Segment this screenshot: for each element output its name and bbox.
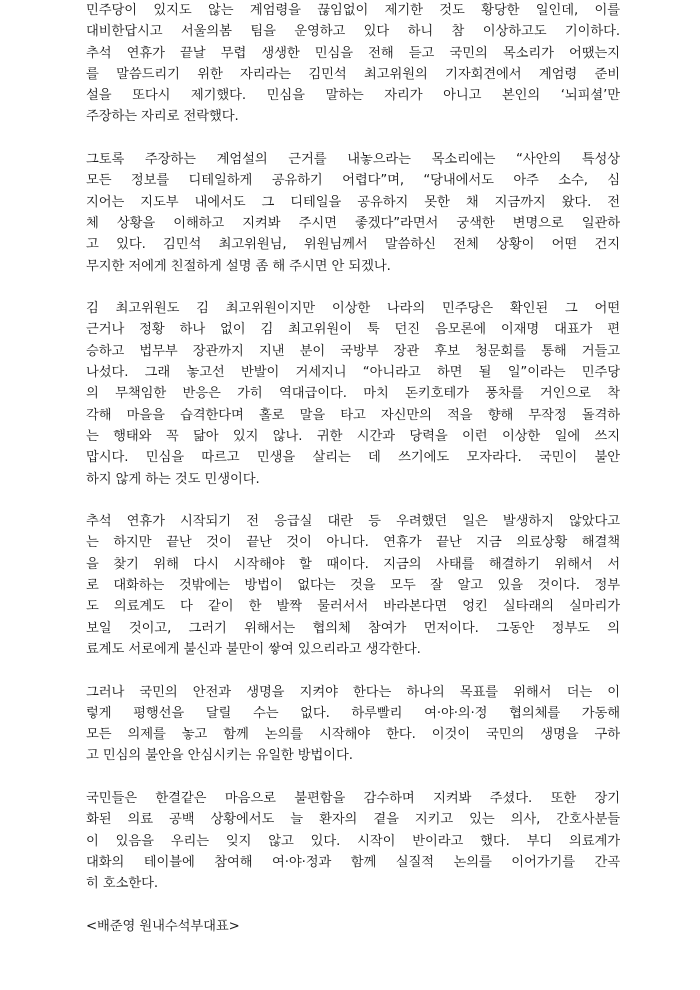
- text-line: 맙시다. 민심을 따르고 민생을 살리는 데 쓰기에도 모자라다. 국민이 불안: [86, 450, 620, 466]
- text-line: 모든 의제를 놓고 함께 논의를 시작해야 한다. 이것이 국민의 생명을 구하: [86, 727, 620, 743]
- text-line: 그러나 국민의 안전과 생명을 지켜야 한다는 하나의 목표를 위해서 더는 이: [86, 684, 620, 700]
- text-line: 로 대화하는 것밖에는 방법이 없다는 것을 모두 잘 알고 있을 것이다. 정부: [86, 578, 620, 594]
- text-line: 도 의료계도 다 같이 한 발짝 물러서서 바라본다면 엉킨 실타래의 실마리가: [86, 599, 620, 615]
- text-line: 고 있다. 김민석 최고위원님, 위원님께서 말씀하신 전체 상황이 어떤 건지: [86, 237, 620, 253]
- document-body: [86, 0, 620, 937]
- paragraph-4: [86, 511, 620, 660]
- text-line: 각해 마을을 습격한다며 홀로 말을 타고 자신만의 적을 향해 무작정 돌격하: [86, 407, 620, 423]
- text-line: 나섰다. 그래 놓고선 반발이 거세지니 “아니라고 하면 될 일”이라는 민주당: [86, 365, 620, 381]
- text-line: 이 있음을 우리는 잊지 않고 있다. 시작이 반이라고 했다. 부디 의료계가: [86, 833, 620, 849]
- text-line: 추석 연휴가 시작되기 전 응급실 대란 등 우려했던 일은 발생하지 않았다고: [86, 514, 620, 530]
- paragraph-2: [86, 149, 620, 277]
- text-line: 고 민심의 불안을 안심시키는 유일한 방법이다.: [86, 748, 353, 764]
- text-line: 근거나 정황 하나 없이 김 최고위원이 툭 던진 음모론에 이재명 대표가 편: [86, 322, 620, 338]
- text-line: 를 말씀드리기 위한 자리라는 김민석 최고위원의 기자회견에서 계엄령 준비: [86, 66, 620, 82]
- text-line: 모든 정보를 디테일하게 공유하기 어렵다”며, “당내에서도 아주 소수, 심: [86, 173, 620, 189]
- text-line: 는 하지만 끝난 것이 끝난 것이 아니다. 연휴가 끝난 지금 의료상황 해결책: [86, 535, 620, 551]
- paragraph-5: [86, 682, 620, 767]
- text-line: 료계도 서로에게 불신과 불만이 쌓여 있으리라고 생각한다.: [86, 641, 421, 657]
- text-line: 추석 연휴가 끝날 무렵 생생한 민심을 전해 듣고 국민의 목소리가 어땠는지: [86, 45, 620, 61]
- text-line: 국민들은 한결같은 마음으로 불편함을 감수하며 지켜봐 주셨다. 또한 장기: [86, 790, 620, 806]
- paragraph-6: [86, 788, 620, 894]
- text-line: 무지한 저에게 친절하게 설명 좀 해 주시면 안 되겠나.: [86, 258, 391, 274]
- text-line: 을 찾기 위해 다시 시작해야 할 때이다. 지금의 사태를 해결하기 위해서 서: [86, 556, 620, 572]
- text-line: 그토록 주장하는 계엄설의 근거를 내놓으라는 목소리에는 “사안의 특성상: [86, 152, 620, 168]
- text-line: 지어는 지도부 내에서도 그 디테일을 공유하지 못한 채 지금까지 왔다. 전: [86, 194, 620, 210]
- text-line: 보일 것이고, 그러기 위해서는 협의체 참여가 먼저이다. 그동안 정부도 의: [86, 620, 620, 636]
- text-line: 화된 의료 공백 상황에서도 늘 환자의 곁을 지키고 있는 의사, 간호사분들: [86, 812, 620, 828]
- paragraph-3: [86, 298, 620, 490]
- text-line: 는 행태와 꼭 닮아 있지 않나. 귀한 시간과 당력을 이런 이상한 일에 쓰지: [86, 428, 620, 444]
- text-line: 김 최고위원도 김 최고위원이지만 이상한 나라의 민주당은 확인된 그 어떤: [86, 301, 620, 317]
- text-line: 의 무책임한 반응은 가히 역대급이다. 마치 돈키호테가 풍차를 거인으로 착: [86, 386, 620, 402]
- paragraph-1: [86, 0, 620, 128]
- text-line: 주장하는 자리로 전락했다.: [86, 109, 239, 125]
- text-line: 대비한답시고 서울의봄 팀을 운영하고 있다 하니 참 이상하고도 기이하다.: [86, 24, 620, 40]
- text-line: 승하고 법무부 장관까지 지낸 분이 국방부 장관 후보 청문회를 통해 거들고: [86, 343, 620, 359]
- text-line: 체 상황을 이해하고 지켜봐 주시면 좋겠다”라면서 궁색한 변명으로 일관하: [86, 215, 620, 231]
- text-line: 히 호소한다.: [86, 876, 158, 892]
- text-line: 민주당이 있지도 않는 계엄령을 끊임없이 제기한 것도 황당한 일인데, 이를: [86, 3, 620, 18]
- text-line: 렇게 평행선을 달릴 수는 없다. 하루빨리 여·야·의·정 협의체를 가동해: [86, 705, 620, 721]
- author-signature: <배준영 원내수석부대표>: [86, 918, 240, 934]
- text-line: 설을 또다시 제기했다. 민심을 말하는 자리가 아니고 본인의 ‘뇌피셜’만: [86, 88, 620, 104]
- text-line: 하지 않게 하는 것도 민생이다.: [86, 471, 260, 487]
- text-line: 대화의 테이블에 참여해 여·야·정과 함께 실질적 논의를 이어가기를 간곡: [86, 854, 620, 870]
